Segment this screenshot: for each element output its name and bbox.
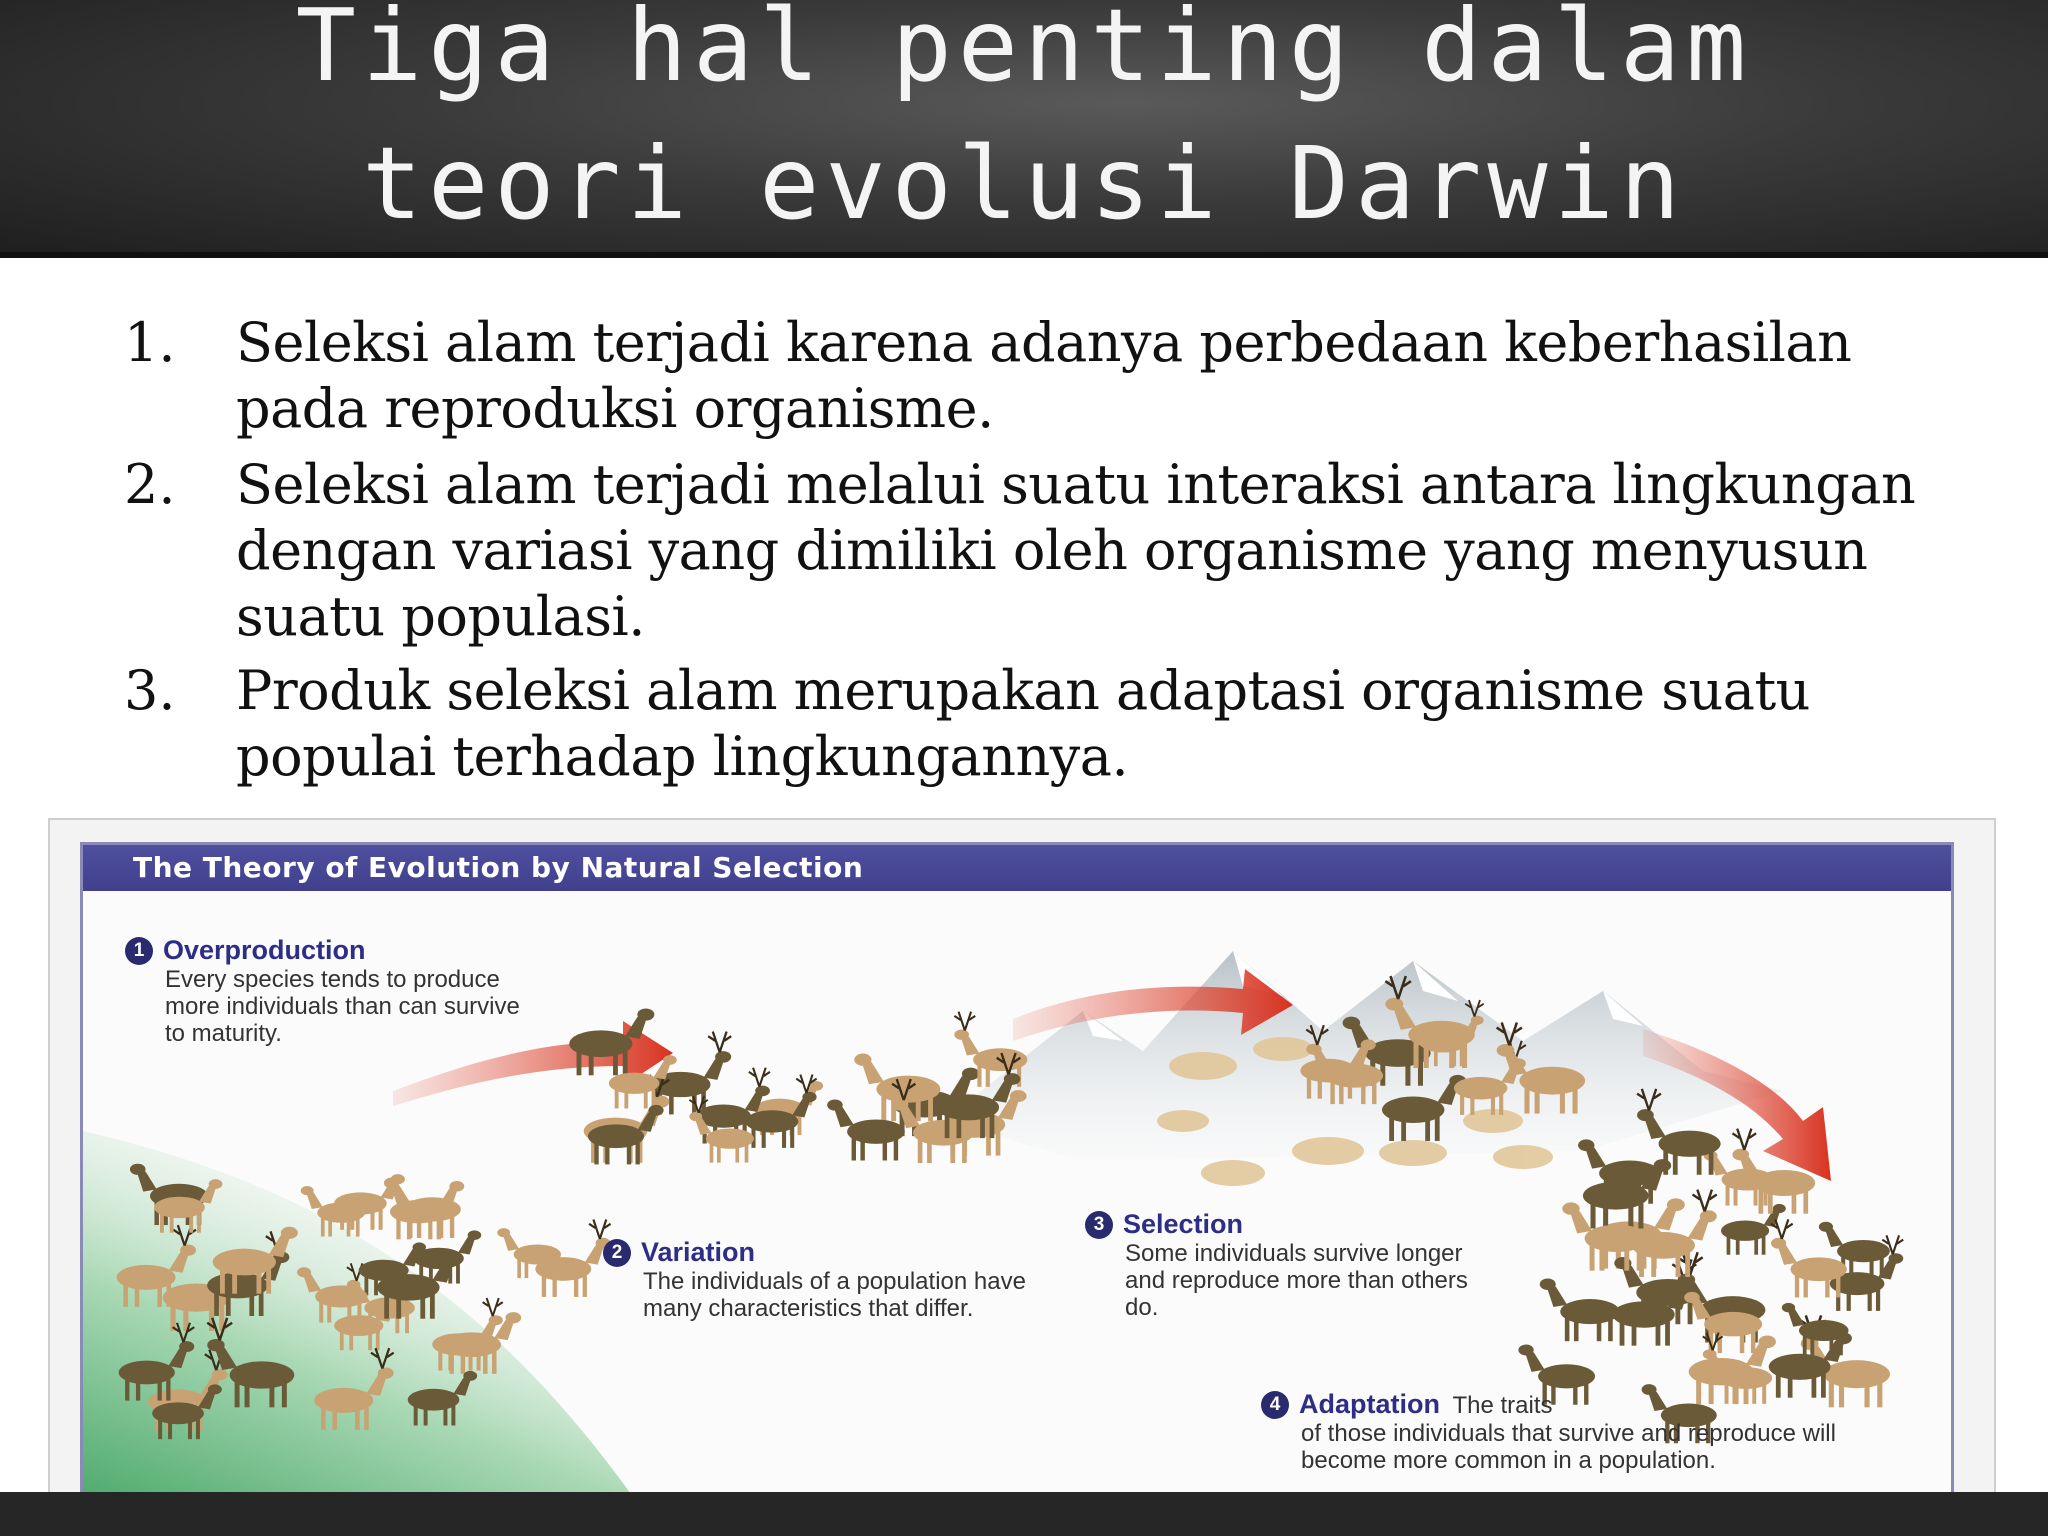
step-number-badge: 2 [603, 1239, 631, 1267]
step-label: Variation [641, 1237, 756, 1267]
figure-title: The Theory of Evolution by Natural Selection [133, 851, 864, 884]
slide-footer-bar [0, 1492, 2048, 1536]
list-item-number: 1. [124, 311, 176, 374]
step-label: Overproduction [163, 935, 366, 965]
step-number-badge: 4 [1261, 1391, 1289, 1419]
step-variation [603, 1237, 1033, 1322]
list-item-text: Produk seleksi alam merupakan adaptasi organisme suatu populai terhadap lingkungannya. [236, 659, 1810, 788]
step-description-inline: The traits [1452, 1392, 1553, 1419]
step-selection [1085, 1209, 1485, 1321]
figure-panel [80, 842, 1954, 1514]
deer-icon [588, 1105, 664, 1165]
step-number-badge: 1 [125, 937, 153, 965]
slide-title-line-1: Tiga hal penting dalam [295, 0, 1753, 104]
step-description: of those individuals that survive and reproduce will become more common in a population. [1301, 1420, 1836, 1474]
slide-title-line-2: teori evolusi Darwin [361, 125, 1687, 242]
list-item-text: Seleksi alam terjadi melalui suatu interaksi antara lingkungan dengan variasi yang dimiliki oleh organisme yang menyusun suatu populasi. [236, 453, 1916, 648]
figure-header [83, 845, 1951, 891]
step-description: Every species tends to produce more individuals than can survive to maturity. [165, 966, 520, 1047]
evolution-figure [48, 818, 1996, 1530]
step-overproduction [125, 935, 545, 1047]
deer-icon [1540, 1279, 1620, 1342]
step-description: Some individuals survive longer and reproduce more than others do. [1125, 1240, 1468, 1321]
step-label: Selection [1123, 1209, 1244, 1239]
step-adaptation [1261, 1389, 1881, 1474]
list-item-number: 2. [124, 453, 176, 516]
step-description: The individuals of a population have many characteristics that differ. [643, 1268, 1026, 1322]
list-item-text: Seleksi alam terjadi karena adanya perbedaan keberhasilan pada reproduksi organisme. [236, 311, 1852, 440]
herd-variation [569, 1008, 1027, 1164]
step-label: Adaptation [1299, 1389, 1440, 1419]
step-number-badge: 3 [1085, 1211, 1113, 1239]
list-item-number: 3. [124, 659, 176, 722]
slide-header [0, 0, 2048, 258]
